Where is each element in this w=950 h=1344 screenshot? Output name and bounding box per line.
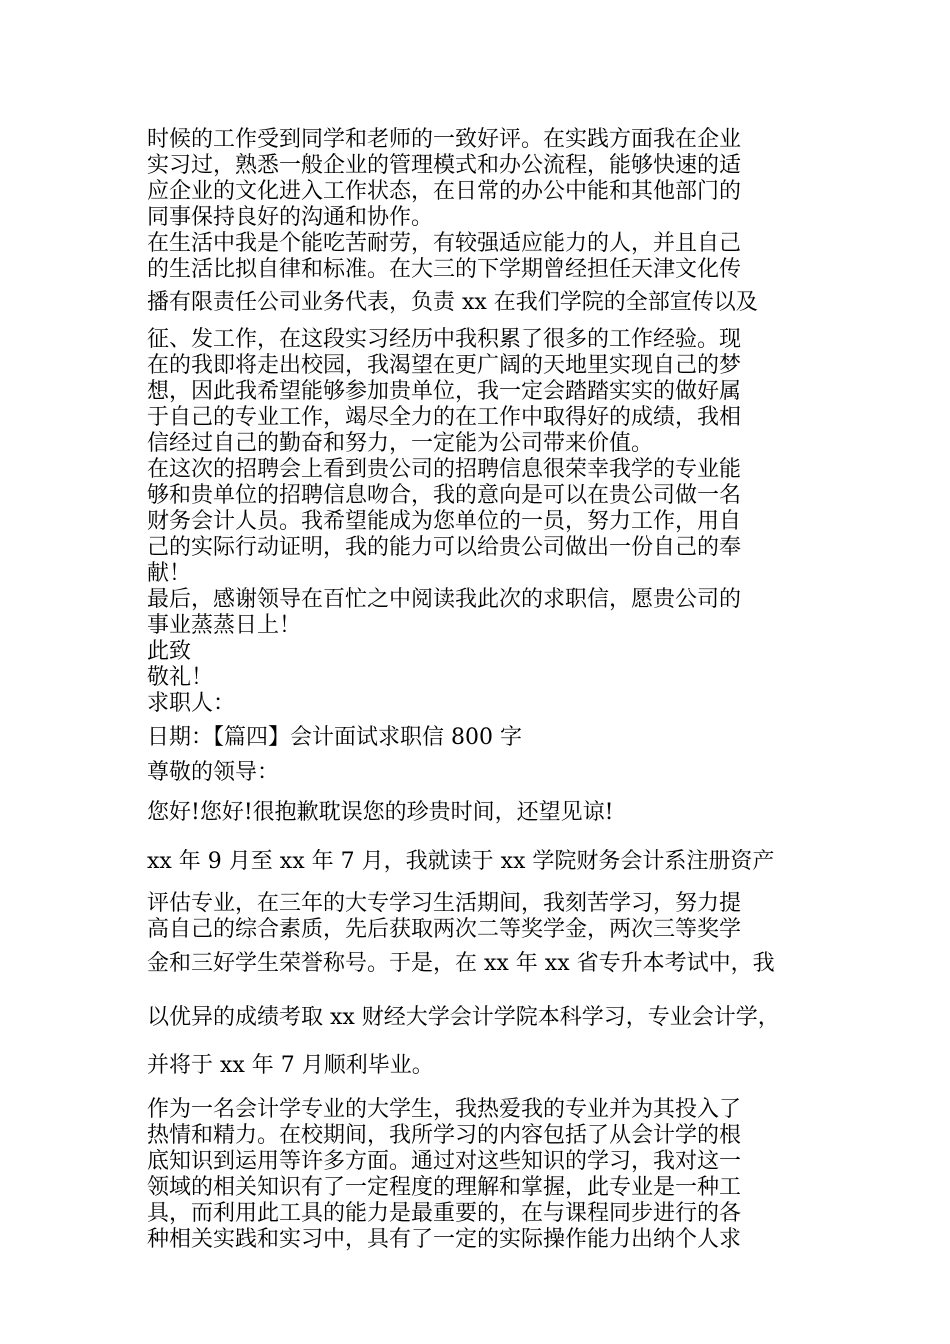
- text-line: 事业蒸蒸日上！: [147, 613, 302, 638]
- text-line: 您好!您好!很抱歉耽误您的珍贵时间，还望见谅!: [147, 800, 614, 825]
- text-line: 时候的工作受到同学和老师的一致好评。在实践方面我在企业: [147, 127, 742, 152]
- text-line: xx 年 9 月至 xx 年 7 月，我就读于 xx 学院财务会计系注册资产: [147, 849, 775, 874]
- text-line: 此致: [147, 639, 192, 664]
- text-line: 实习过，熟悉一般企业的管理模式和办公流程，能够快速的适: [147, 153, 742, 178]
- text-line: 于自己的专业工作，竭尽全力的在工作中取得好的成绩，我相: [147, 405, 742, 430]
- text-line: 征、发工作，在这段实习经历中我积累了很多的工作经验。现: [147, 327, 742, 352]
- text-line: 并将于 xx 年 7 月顺利毕业。: [147, 1053, 434, 1078]
- text-line: 献！: [147, 561, 192, 586]
- text-line: 评估专业，在三年的大专学习生活期间，我刻苦学习，努力提: [147, 891, 742, 916]
- text-line: 播有限责任公司业务代表，负责 xx 在我们学院的全部宣传以及: [147, 290, 758, 315]
- text-line: 以优异的成绩考取 xx 财经大学会计学院本科学习，专业会计学，: [147, 1005, 780, 1030]
- text-line: 财务会计人员。我希望能成为您单位的一员，努力工作，用自: [147, 509, 742, 534]
- text-line: 具，而利用此工具的能力是最重要的，在与课程同步进行的各: [147, 1201, 742, 1226]
- text-line: 高自己的综合素质，先后获取两次二等奖学金，两次三等奖学: [147, 917, 742, 942]
- text-line: 信经过自己的勤奋和努力，一定能为公司带来价值。: [147, 431, 654, 456]
- text-line: 日期：【篇四】会计面试求职信 800 字: [147, 725, 522, 750]
- text-line: 尊敬的领导：: [147, 760, 280, 785]
- text-line: 敬礼！: [147, 665, 214, 690]
- text-line: 在生活中我是个能吃苦耐劳，有较强适应能力的人，并且自己: [147, 231, 742, 256]
- text-line: 热情和精力。在校期间，我所学习的内容包括了从会计学的根: [147, 1123, 742, 1148]
- text-line: 同事保持良好的沟通和协作。: [147, 205, 434, 230]
- text-line: 己的实际行动证明，我的能力可以给贵公司做出一份自己的奉: [147, 535, 742, 560]
- text-line: 应企业的文化进入工作状态，在日常的办公中能和其他部门的: [147, 179, 742, 204]
- text-line: 领域的相关知识有了一定程度的理解和掌握，此专业是一种工: [147, 1175, 742, 1200]
- text-line: 求职人：: [147, 691, 236, 716]
- text-line: 想，因此我希望能够参加贵单位，我一定会踏踏实实的做好属: [147, 379, 742, 404]
- text-line: 最后，感谢领导在百忙之中阅读我此次的求职信，愿贵公司的: [147, 587, 742, 612]
- text-line: 在这次的招聘会上看到贵公司的招聘信息很荣幸我学的专业能: [147, 457, 742, 482]
- text-line: 在的我即将走出校园，我渴望在更广阔的天地里实现自己的梦: [147, 353, 742, 378]
- text-line: 的生活比拟自律和标准。在大三的下学期曾经担任天津文化传: [147, 257, 742, 282]
- text-line: 够和贵单位的招聘信息吻合，我的意向是可以在贵公司做一名: [147, 483, 742, 508]
- text-line: 种相关实践和实习中，具有了一定的实际操作能力出纳个人求: [147, 1227, 742, 1252]
- text-line: 底知识到运用等许多方面。通过对这些知识的学习，我对这一: [147, 1149, 742, 1174]
- text-line: 作为一名会计学专业的大学生，我热爱我的专业并为其投入了: [147, 1097, 742, 1122]
- text-line: 金和三好学生荣誉称号。于是，在 xx 年 xx 省专升本考试中，我: [147, 951, 775, 976]
